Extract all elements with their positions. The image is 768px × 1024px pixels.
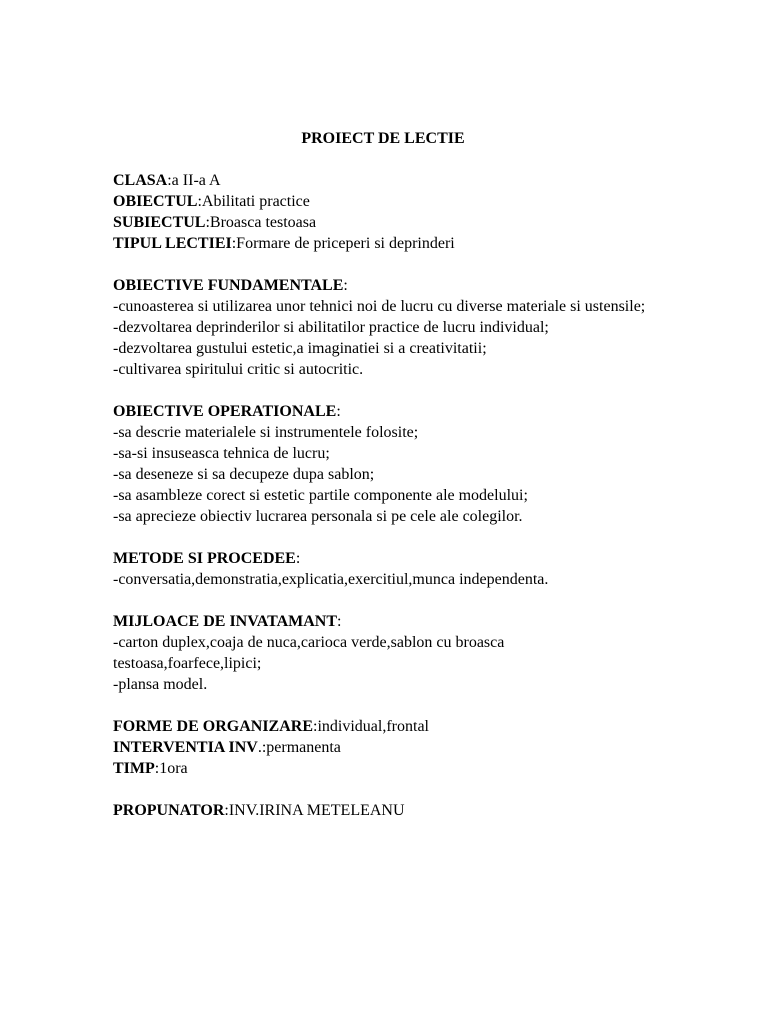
section-obiective-operationale — [113, 401, 653, 527]
header-clasa-label: CLASA — [113, 172, 168, 189]
header-obiectul — [113, 191, 653, 212]
header-obiectul-label: OBIECTUL — [113, 193, 198, 210]
list-item: -dezvoltarea deprinderilor si abilitatilor practice de lucru individual; — [113, 319, 549, 336]
header-tipul-lectiei-label: TIPUL LECTIEI — [113, 235, 232, 252]
header-clasa — [113, 170, 653, 191]
fundamentale-colon: : — [343, 277, 348, 294]
header-subiectul-label: SUBIECTUL — [113, 214, 206, 231]
propunator-line — [113, 800, 653, 821]
list-item: -sa-si insuseasca tehnica de lucru; — [113, 445, 330, 462]
list-item: -cultivarea spiritului critic si autocritic. — [113, 361, 364, 378]
section-obiective-fundamentale — [113, 275, 653, 380]
mijloace-heading: MIJLOACE DE INVATAMANT — [113, 613, 338, 630]
footer-forme — [113, 716, 653, 737]
footer-interventia-value: .:permanenta — [257, 739, 341, 756]
footer-interventia-label: INTERVENTIA INV — [113, 739, 258, 756]
list-item: -sa asambleze corect si estetic partile componente ale modelului; — [113, 487, 528, 504]
document-title: PROIECT DE LECTIE — [301, 130, 465, 147]
header-tipul-lectiei-value: :Formare de priceperi si deprinderi — [231, 235, 455, 252]
list-item: -carton duplex,coaja de nuca,carioca verde,sablon cu broasca testoasa,foarfece,lipici; — [113, 634, 505, 672]
propunator-value: :INV.IRINA METELEANU — [224, 802, 405, 819]
list-item: -cunoasterea si utilizarea unor tehnici noi de lucru cu diverse materiale si ustensile; — [113, 298, 646, 315]
section-mijloace — [113, 611, 653, 695]
list-item: -plansa model. — [113, 676, 208, 693]
list-item: -sa descrie materialele si instrumentele folosite; — [113, 424, 419, 441]
footer-timp-value: :1ora — [154, 760, 188, 777]
metode-heading: METODE SI PROCEDEE — [113, 550, 296, 567]
section-heading — [113, 548, 653, 569]
section-heading — [113, 401, 653, 422]
list-item: -conversatia,demonstratia,explicatia,exercitiul,munca independenta. — [113, 571, 549, 588]
propunator-label: PROPUNATOR — [113, 802, 225, 819]
footer-forme-label: FORME DE ORGANIZARE — [113, 718, 314, 735]
lesson-header — [113, 170, 653, 254]
list-item: -sa deseneze si sa decupeze dupa sablon; — [113, 466, 375, 483]
list-item: -sa aprecieze obiectiv lucrarea personala si pe cele ale colegilor. — [113, 508, 523, 525]
header-subiectul — [113, 212, 653, 233]
footer-forme-value: :individual,frontal — [313, 718, 429, 735]
lesson-footer — [113, 716, 653, 779]
operationale-heading: OBIECTIVE OPERATIONALE — [113, 403, 337, 420]
footer-timp-label: TIMP — [113, 760, 155, 777]
fundamentale-heading: OBIECTIVE FUNDAMENTALE — [113, 277, 344, 294]
header-obiectul-value: :Abilitati practice — [197, 193, 310, 210]
section-heading — [113, 275, 653, 296]
header-subiectul-value: :Broasca testoasa — [205, 214, 317, 231]
footer-timp — [113, 758, 653, 779]
metode-colon: : — [295, 550, 301, 567]
section-metode — [113, 548, 653, 590]
header-tipul-lectiei — [113, 233, 653, 254]
mijloace-colon: : — [337, 613, 342, 630]
header-clasa-value: :a II-a A — [167, 172, 221, 189]
section-heading — [113, 611, 653, 632]
list-item: -dezvoltarea gustului estetic,a imaginatiei si a creativitatii; — [113, 340, 487, 357]
propunator — [113, 800, 653, 821]
document-page — [113, 128, 653, 821]
operationale-colon: : — [336, 403, 341, 420]
footer-interventia — [113, 737, 653, 758]
